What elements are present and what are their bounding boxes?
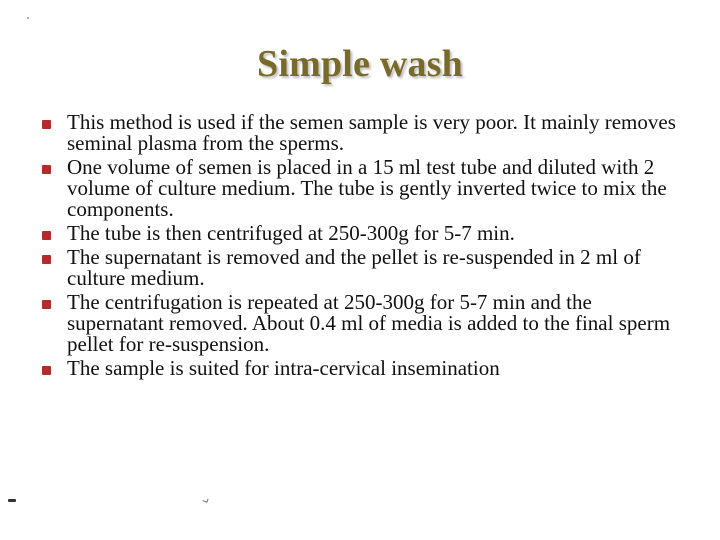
- bullet-text: The sample is suited for intra-cervical insemination: [67, 356, 500, 380]
- square-bullet-icon: [42, 366, 51, 375]
- corner-mark-decoration: [8, 499, 16, 502]
- square-bullet-icon: [42, 255, 51, 264]
- bullet-item: [40, 358, 690, 379]
- square-bullet-icon: [42, 231, 51, 240]
- square-bullet-icon: [42, 120, 51, 129]
- bullet-text: This method is used if the semen sample is very poor. It mainly removes seminal plasma from the sperms.: [67, 110, 676, 155]
- bullet-text: The tube is then centrifuged at 250-300g for 5-7 min.: [67, 221, 515, 245]
- bullet-list: [40, 112, 690, 382]
- bullet-item: [40, 112, 690, 154]
- bullet-item: [40, 223, 690, 244]
- bullet-text: One volume of semen is placed in a 15 ml test tube and diluted with 2 volume of culture medium. The tube is gently inverted twice to mix the components.: [67, 155, 667, 221]
- tick-mark-decoration: [202, 497, 208, 502]
- square-bullet-icon: [42, 165, 51, 174]
- square-bullet-icon: [42, 300, 51, 309]
- speck-decoration: [27, 17, 29, 19]
- bullet-item: [40, 292, 690, 355]
- bullet-text: The centrifugation is repeated at 250-300g for 5-7 min and the supernatant removed. About 0.4 ml of media is added to the final sperm pellet for re-suspension.: [67, 290, 671, 356]
- bullet-item: [40, 247, 690, 289]
- slide-title: Simple wash: [257, 43, 463, 85]
- bullet-text: The supernatant is removed and the pellet is re-suspended in 2 ml of culture medium.: [67, 245, 641, 290]
- bullet-item: [40, 157, 690, 220]
